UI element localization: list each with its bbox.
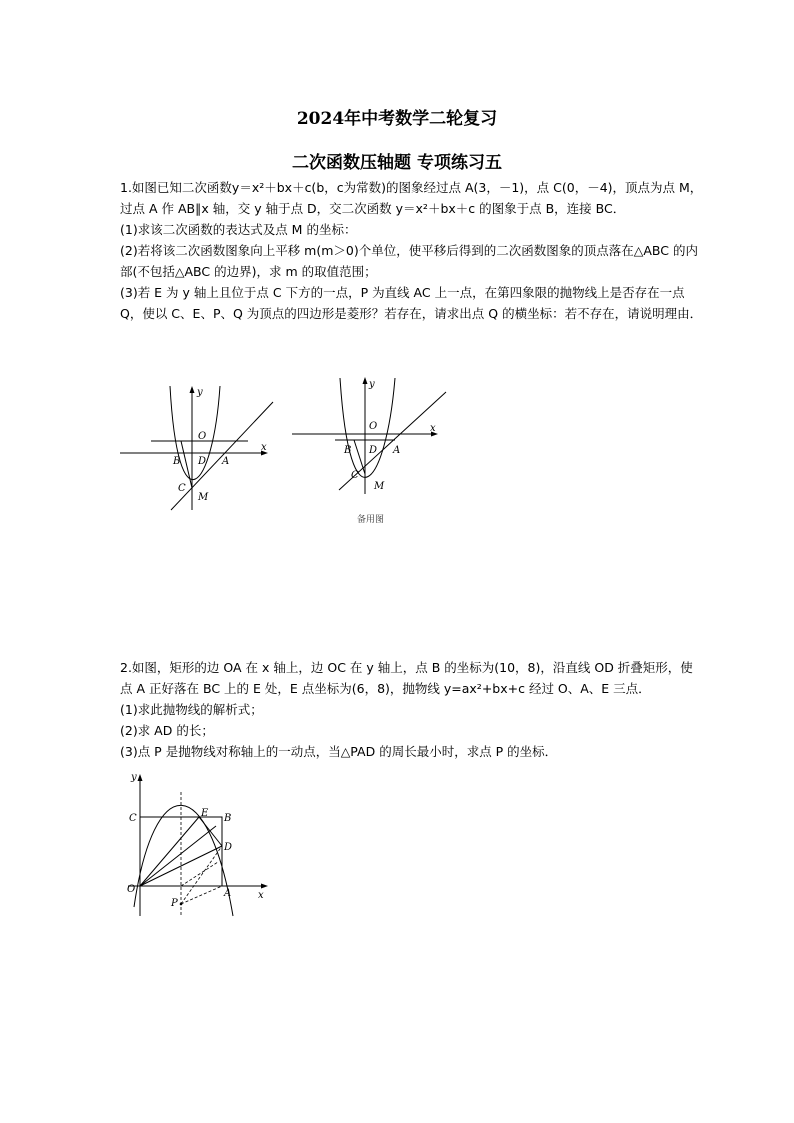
question-2-part-2: (2)求 AD 的长； (120, 723, 214, 738)
label-d: D (198, 456, 207, 467)
label-b: B (224, 813, 232, 824)
question-1-part-3: (3)若 E 为 y 轴上且位于点 C 下方的一点，P 为直线 AC 上一点，在第四象限的抛物线上是否存在一点 Q，使以 C、E、P、Q 为顶点的四边形是菱形？若存在，请求出点 Q 的横坐标：若不存在，请说明理由． (120, 285, 703, 321)
label-y: y (131, 772, 137, 783)
label-x: x (430, 423, 436, 434)
document-title: 2024年中考数学二轮复习 (296, 109, 498, 129)
question-2-stem: 2.如图，矩形的边 OA 在 x 轴上，边 OC 在 y 轴上，点 B 的坐标为(10，8)，沿直线 OD 折叠矩形，使点 A 正好落在 BC 上的 E 处，E 点坐标为(6，8)，抛物线 y=ax²+bx+c 经过 O、A、E 三点． (120, 660, 693, 696)
label-c: C (178, 483, 186, 494)
label-m: M (374, 481, 385, 492)
document-subtitle: 二次函数压轴题 专项练习五 (292, 153, 502, 173)
parabola (340, 378, 395, 477)
label-y: y (369, 379, 375, 390)
question-2-part-3: (3)点 P 是抛物线对称轴上的一动点，当△PAD 的周长最小时，求点 P 的坐标． (120, 744, 558, 759)
label-b: B (173, 456, 181, 467)
x-axis-arrow-icon (261, 884, 268, 889)
label-a: A (224, 888, 232, 899)
question-1-stem: 1.如图已知二次函数y＝x²＋bx＋c(b，c为常数)的图象经过点 A(3，－1)，点 C(0，－4)，顶点为点 M，过点 A 作 AB∥x 轴，交 y 轴于点 D，交二次函数 y＝x²＋bx＋c 的图象于点 B，连接 BC． (120, 180, 703, 216)
point-p (180, 903, 183, 906)
label-m: M (198, 492, 209, 503)
label-e: E (201, 808, 209, 819)
segment-o-curve (140, 826, 216, 886)
question-1-part-1: (1)求该二次函数的表达式及点 M 的坐标： (120, 222, 357, 237)
label-c: C (351, 470, 359, 481)
label-o: O (127, 884, 136, 895)
label-y: y (197, 387, 203, 398)
label-d: D (369, 445, 378, 456)
segment-oe (140, 817, 199, 886)
label-d: D (224, 842, 233, 853)
y-axis-arrow-icon (190, 386, 195, 393)
label-x: x (261, 442, 267, 453)
question-1-backup-figure (290, 372, 450, 531)
label-p: P (171, 898, 178, 909)
label-o: O (369, 421, 378, 432)
y-axis-arrow-icon (138, 774, 143, 781)
label-a: A (222, 456, 230, 467)
segment-ed (199, 817, 222, 846)
parabola (134, 805, 233, 916)
question-1-figure (118, 380, 278, 519)
label-c: C (129, 813, 137, 824)
segment-aux (181, 862, 218, 886)
question-1-part-2: (2)若将该二次函数图象向上平移 m(m＞0)个单位，使平移后得到的二次函数图象的顶点落在△ABC 的内部(不包括△ABC 的边界)，求 m 的取值范围； (120, 243, 698, 279)
question-2-part-1: (1)求此抛物线的解析式； (120, 702, 263, 717)
question-2-figure (118, 770, 278, 924)
label-a: A (393, 445, 401, 456)
segment-bc (181, 441, 192, 488)
question-1 (120, 177, 705, 324)
question-2 (120, 657, 705, 762)
figure-caption: 备用图 (357, 515, 385, 525)
label-x: x (258, 890, 264, 901)
y-axis-arrow-icon (363, 377, 368, 384)
label-b: B (344, 445, 352, 456)
label-o: O (198, 431, 207, 442)
